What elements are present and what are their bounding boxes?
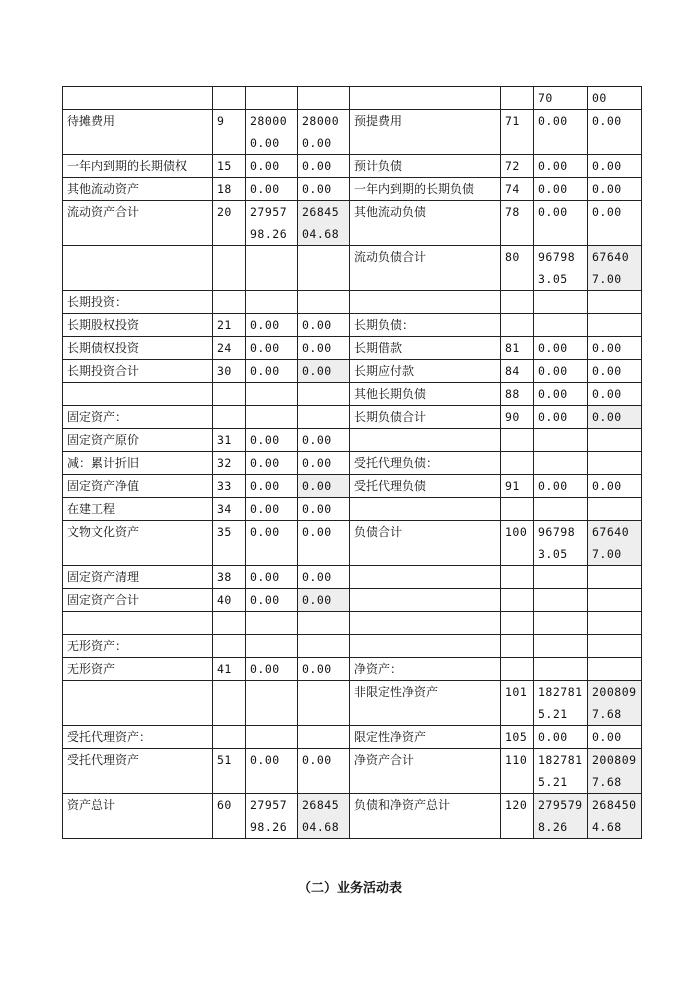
table-cell-liability-year-end: 2795798.26 bbox=[534, 794, 588, 839]
table-cell-liability-line: 105 bbox=[501, 726, 534, 749]
table-cell-asset-item bbox=[63, 681, 213, 726]
table-cell-asset-line bbox=[213, 726, 246, 749]
table-cell-liability-year-end: 0.00 bbox=[534, 178, 588, 201]
table-cell-asset-item: 受托代理资产 bbox=[63, 749, 213, 794]
table-cell-liability-year-begin bbox=[588, 566, 642, 589]
table-cell-asset-year-begin: 0.00 bbox=[298, 475, 350, 498]
table-cell-asset-item: 流动资产合计 bbox=[63, 201, 213, 246]
table-cell-asset-item: 在建工程 bbox=[63, 498, 213, 521]
table-cell-liability-year-begin: 0.00 bbox=[588, 201, 642, 246]
table-cell-liability-year-begin: 0.00 bbox=[588, 155, 642, 178]
balance-sheet-table bbox=[62, 86, 642, 839]
table-cell-asset-year-begin: 0.00 bbox=[298, 589, 350, 612]
table-cell-asset-year-begin bbox=[298, 681, 350, 726]
table-cell-asset-item bbox=[63, 246, 213, 291]
table-cell-liability-year-begin: 0.00 bbox=[588, 110, 642, 155]
table-row bbox=[63, 406, 642, 429]
table-cell-asset-line: 32 bbox=[213, 452, 246, 475]
table-cell-asset-line bbox=[213, 635, 246, 658]
table-row bbox=[63, 566, 642, 589]
table-cell-asset-year-end: 0.00 bbox=[246, 360, 298, 383]
table-cell-asset-year-begin: 0.00 bbox=[298, 178, 350, 201]
table-cell-liability-year-begin: 0.00 bbox=[588, 178, 642, 201]
table-row bbox=[63, 155, 642, 178]
table-cell-asset-item: 无形资产： bbox=[63, 635, 213, 658]
table-row bbox=[63, 87, 642, 110]
table-cell-asset-item: 减：累计折旧 bbox=[63, 452, 213, 475]
table-cell-liability-item bbox=[350, 589, 501, 612]
table-cell-asset-line: 30 bbox=[213, 360, 246, 383]
table-cell-liability-item: 长期应付款 bbox=[350, 360, 501, 383]
table-cell-liability-item: 非限定性净资产 bbox=[350, 681, 501, 726]
table-cell-liability-year-end: 70 bbox=[534, 87, 588, 110]
table-cell-asset-year-end: 0.00 bbox=[246, 475, 298, 498]
table-cell-asset-year-begin: 0.00 bbox=[298, 155, 350, 178]
table-cell-liability-item: 其他流动负债 bbox=[350, 201, 501, 246]
table-cell-liability-line: 100 bbox=[501, 521, 534, 566]
table-cell-asset-item: 长期股权投资 bbox=[63, 314, 213, 337]
table-row bbox=[63, 110, 642, 155]
table-cell-liability-line bbox=[501, 314, 534, 337]
table-cell-liability-item: 负债和净资产总计 bbox=[350, 794, 501, 839]
table-cell-asset-line: 35 bbox=[213, 521, 246, 566]
table-cell-asset-item: 长期债权投资 bbox=[63, 337, 213, 360]
table-cell-asset-year-begin: 0.00 bbox=[298, 360, 350, 383]
table-cell-liability-year-end: 967983.05 bbox=[534, 246, 588, 291]
table-cell-asset-item: 文物文化资产 bbox=[63, 521, 213, 566]
table-cell-asset-year-end: 2795798.26 bbox=[246, 794, 298, 839]
table-cell-asset-line: 24 bbox=[213, 337, 246, 360]
table-cell-asset-line: 31 bbox=[213, 429, 246, 452]
table-cell-liability-line: 74 bbox=[501, 178, 534, 201]
table-cell-liability-year-begin bbox=[588, 429, 642, 452]
table-cell-liability-year-end: 0.00 bbox=[534, 201, 588, 246]
table-cell-asset-line bbox=[213, 383, 246, 406]
table-row bbox=[63, 589, 642, 612]
table-cell-liability-year-end: 0.00 bbox=[534, 360, 588, 383]
table-row bbox=[63, 658, 642, 681]
table-cell-asset-item: 固定资产清理 bbox=[63, 566, 213, 589]
table-cell-asset-year-end: 0.00 bbox=[246, 749, 298, 794]
table-cell-asset-year-begin: 0.00 bbox=[298, 452, 350, 475]
table-cell-liability-year-begin: 2008097.68 bbox=[588, 749, 642, 794]
table-cell-asset-year-begin: 0.00 bbox=[298, 314, 350, 337]
table-cell-asset-year-end: 0.00 bbox=[246, 589, 298, 612]
table-cell-liability-year-end: 0.00 bbox=[534, 475, 588, 498]
table-cell-asset-year-end bbox=[246, 406, 298, 429]
table-row bbox=[63, 360, 642, 383]
table-row bbox=[63, 429, 642, 452]
table-cell-asset-item: 长期投资合计 bbox=[63, 360, 213, 383]
table-cell-asset-line: 20 bbox=[213, 201, 246, 246]
table-cell-liability-line: 110 bbox=[501, 749, 534, 794]
table-cell-liability-item: 净资产合计 bbox=[350, 749, 501, 794]
table-cell-liability-line bbox=[501, 87, 534, 110]
table-cell-asset-year-end: 0.00 bbox=[246, 498, 298, 521]
table-cell-asset-year-begin: 2684504.68 bbox=[298, 201, 350, 246]
table-row bbox=[63, 246, 642, 291]
table-cell-liability-year-end bbox=[534, 429, 588, 452]
table-cell-asset-year-end: 0.00 bbox=[246, 658, 298, 681]
table-cell-liability-year-end bbox=[534, 566, 588, 589]
table-cell-liability-item: 受托代理负债 bbox=[350, 475, 501, 498]
table-cell-asset-year-begin bbox=[298, 406, 350, 429]
table-cell-asset-year-begin bbox=[298, 246, 350, 291]
table-cell-asset-year-begin bbox=[298, 612, 350, 635]
table-cell-liability-line bbox=[501, 452, 534, 475]
table-cell-liability-item: 受托代理负债： bbox=[350, 452, 501, 475]
table-cell-asset-item: 固定资产原价 bbox=[63, 429, 213, 452]
table-cell-asset-year-end: 0.00 bbox=[246, 566, 298, 589]
table-cell-liability-year-end bbox=[534, 658, 588, 681]
table-cell-asset-item bbox=[63, 612, 213, 635]
table-cell-asset-year-end bbox=[246, 681, 298, 726]
table-cell-asset-year-begin: 2684504.68 bbox=[298, 794, 350, 839]
table-cell-asset-year-end bbox=[246, 383, 298, 406]
table-cell-asset-year-end bbox=[246, 87, 298, 110]
table-cell-asset-line bbox=[213, 612, 246, 635]
table-row bbox=[63, 337, 642, 360]
table-cell-asset-line bbox=[213, 87, 246, 110]
table-cell-asset-item: 无形资产 bbox=[63, 658, 213, 681]
table-cell-asset-year-end: 0.00 bbox=[246, 155, 298, 178]
table-cell-liability-line: 101 bbox=[501, 681, 534, 726]
table-row bbox=[63, 291, 642, 314]
table-cell-liability-year-end bbox=[534, 498, 588, 521]
table-cell-liability-line: 71 bbox=[501, 110, 534, 155]
table-cell-liability-item: 预提费用 bbox=[350, 110, 501, 155]
table-cell-liability-year-begin bbox=[588, 291, 642, 314]
table-cell-asset-item bbox=[63, 383, 213, 406]
table-cell-liability-item: 流动负债合计 bbox=[350, 246, 501, 291]
table-cell-liability-year-end: 967983.05 bbox=[534, 521, 588, 566]
table-cell-asset-year-end: 0.00 bbox=[246, 314, 298, 337]
table-cell-liability-year-end bbox=[534, 589, 588, 612]
table-cell-liability-item bbox=[350, 612, 501, 635]
table-cell-liability-year-end: 0.00 bbox=[534, 155, 588, 178]
table-cell-liability-line: 80 bbox=[501, 246, 534, 291]
table-cell-asset-line bbox=[213, 681, 246, 726]
table-cell-liability-year-begin: 2008097.68 bbox=[588, 681, 642, 726]
table-cell-liability-item: 预计负债 bbox=[350, 155, 501, 178]
table-cell-asset-year-begin bbox=[298, 87, 350, 110]
table-cell-asset-year-end bbox=[246, 291, 298, 314]
table-cell-asset-year-begin: 0.00 bbox=[298, 749, 350, 794]
table-cell-liability-item bbox=[350, 291, 501, 314]
table-cell-liability-year-end bbox=[534, 635, 588, 658]
table-cell-asset-year-begin: 0.00 bbox=[298, 498, 350, 521]
table-cell-liability-year-begin bbox=[588, 498, 642, 521]
table-cell-asset-line: 38 bbox=[213, 566, 246, 589]
table-cell-asset-item: 待摊费用 bbox=[63, 110, 213, 155]
table-row bbox=[63, 635, 642, 658]
table-row bbox=[63, 498, 642, 521]
table-cell-asset-year-end: 0.00 bbox=[246, 178, 298, 201]
table-cell-asset-line: 9 bbox=[213, 110, 246, 155]
table-cell-asset-line: 18 bbox=[213, 178, 246, 201]
table-cell-asset-line bbox=[213, 246, 246, 291]
table-cell-liability-year-begin bbox=[588, 635, 642, 658]
table-cell-liability-item: 净资产： bbox=[350, 658, 501, 681]
table-cell-asset-year-begin bbox=[298, 291, 350, 314]
table-cell-liability-item bbox=[350, 635, 501, 658]
table-row bbox=[63, 178, 642, 201]
table-cell-asset-line: 21 bbox=[213, 314, 246, 337]
table-cell-asset-line: 60 bbox=[213, 794, 246, 839]
table-cell-asset-year-end: 0.00 bbox=[246, 429, 298, 452]
table-row bbox=[63, 475, 642, 498]
table-cell-liability-line: 91 bbox=[501, 475, 534, 498]
table-cell-liability-year-end bbox=[534, 612, 588, 635]
table-cell-liability-item: 长期负债合计 bbox=[350, 406, 501, 429]
table-cell-liability-item bbox=[350, 566, 501, 589]
table-row bbox=[63, 521, 642, 566]
table-cell-liability-year-begin bbox=[588, 314, 642, 337]
table-row bbox=[63, 452, 642, 475]
table-cell-asset-year-begin: 0.00 bbox=[298, 521, 350, 566]
table-row bbox=[63, 612, 642, 635]
table-cell-liability-year-begin: 676407.00 bbox=[588, 246, 642, 291]
table-cell-liability-year-begin: 0.00 bbox=[588, 406, 642, 429]
table-cell-liability-year-begin: 00 bbox=[588, 87, 642, 110]
table-cell-liability-year-end: 0.00 bbox=[534, 337, 588, 360]
table-cell-liability-year-begin bbox=[588, 658, 642, 681]
table-cell-asset-year-begin bbox=[298, 383, 350, 406]
table-cell-asset-year-begin bbox=[298, 726, 350, 749]
table-cell-liability-year-begin: 0.00 bbox=[588, 383, 642, 406]
table-cell-asset-item: 固定资产： bbox=[63, 406, 213, 429]
table-cell-liability-line bbox=[501, 566, 534, 589]
table-row bbox=[63, 726, 642, 749]
table-cell-liability-item: 长期借款 bbox=[350, 337, 501, 360]
table-cell-asset-line: 15 bbox=[213, 155, 246, 178]
table-cell-liability-year-begin bbox=[588, 452, 642, 475]
table-row bbox=[63, 794, 642, 839]
table-cell-asset-item bbox=[63, 87, 213, 110]
table-cell-liability-year-begin: 0.00 bbox=[588, 360, 642, 383]
table-cell-liability-line: 84 bbox=[501, 360, 534, 383]
table-cell-liability-line: 88 bbox=[501, 383, 534, 406]
table-cell-liability-line bbox=[501, 658, 534, 681]
table-row bbox=[63, 201, 642, 246]
table-cell-asset-item: 固定资产合计 bbox=[63, 589, 213, 612]
table-cell-liability-year-end bbox=[534, 291, 588, 314]
section-title: （二）业务活动表 bbox=[297, 881, 402, 896]
table-cell-liability-item bbox=[350, 87, 501, 110]
table-cell-asset-line: 34 bbox=[213, 498, 246, 521]
table-row bbox=[63, 383, 642, 406]
table-cell-liability-line: 90 bbox=[501, 406, 534, 429]
table-cell-liability-year-begin: 0.00 bbox=[588, 726, 642, 749]
table-cell-asset-item: 其他流动资产 bbox=[63, 178, 213, 201]
table-cell-asset-year-end: 0.00 bbox=[246, 521, 298, 566]
table-cell-liability-year-begin: 0.00 bbox=[588, 475, 642, 498]
table-cell-asset-line: 51 bbox=[213, 749, 246, 794]
table-cell-liability-line bbox=[501, 429, 534, 452]
table-cell-asset-year-begin: 280000.00 bbox=[298, 110, 350, 155]
table-cell-asset-year-begin: 0.00 bbox=[298, 337, 350, 360]
table-cell-liability-item bbox=[350, 429, 501, 452]
table-cell-liability-item: 负债合计 bbox=[350, 521, 501, 566]
table-cell-liability-year-end: 0.00 bbox=[534, 406, 588, 429]
table-cell-asset-line bbox=[213, 406, 246, 429]
table-cell-asset-line bbox=[213, 291, 246, 314]
table-cell-asset-year-end bbox=[246, 635, 298, 658]
table-cell-liability-item: 限定性净资产 bbox=[350, 726, 501, 749]
table-cell-liability-year-end: 0.00 bbox=[534, 726, 588, 749]
table-row bbox=[63, 749, 642, 794]
table-cell-asset-year-end bbox=[246, 726, 298, 749]
table-row bbox=[63, 681, 642, 726]
table-row bbox=[63, 314, 642, 337]
table-cell-liability-year-begin bbox=[588, 589, 642, 612]
table-cell-liability-line: 120 bbox=[501, 794, 534, 839]
table-cell-asset-year-end: 0.00 bbox=[246, 452, 298, 475]
table-cell-liability-item: 其他长期负债 bbox=[350, 383, 501, 406]
table-cell-liability-year-begin: 676407.00 bbox=[588, 521, 642, 566]
table-cell-liability-year-begin: 2684504.68 bbox=[588, 794, 642, 839]
table-cell-liability-year-end bbox=[534, 314, 588, 337]
table-cell-liability-line bbox=[501, 635, 534, 658]
table-cell-liability-line bbox=[501, 612, 534, 635]
table-cell-asset-year-begin bbox=[298, 635, 350, 658]
table-cell-liability-item bbox=[350, 498, 501, 521]
table-cell-asset-item: 长期投资： bbox=[63, 291, 213, 314]
table-cell-asset-year-end: 280000.00 bbox=[246, 110, 298, 155]
table-cell-asset-line: 41 bbox=[213, 658, 246, 681]
table-cell-asset-line: 40 bbox=[213, 589, 246, 612]
table-cell-asset-year-begin: 0.00 bbox=[298, 566, 350, 589]
table-cell-liability-year-end: 1827815.21 bbox=[534, 749, 588, 794]
table-cell-liability-item: 长期负债： bbox=[350, 314, 501, 337]
table-cell-liability-year-end: 0.00 bbox=[534, 110, 588, 155]
table-cell-asset-year-begin: 0.00 bbox=[298, 429, 350, 452]
table-cell-asset-item: 固定资产净值 bbox=[63, 475, 213, 498]
table-cell-asset-item: 受托代理资产： bbox=[63, 726, 213, 749]
table-cell-asset-year-begin: 0.00 bbox=[298, 658, 350, 681]
table-cell-asset-line: 33 bbox=[213, 475, 246, 498]
table-cell-asset-item: 资产总计 bbox=[63, 794, 213, 839]
table-cell-asset-year-end bbox=[246, 246, 298, 291]
table-cell-liability-year-end bbox=[534, 452, 588, 475]
table-cell-liability-item: 一年内到期的长期负债 bbox=[350, 178, 501, 201]
table-cell-liability-year-begin bbox=[588, 612, 642, 635]
table-cell-liability-line bbox=[501, 589, 534, 612]
table-cell-liability-line: 72 bbox=[501, 155, 534, 178]
table-cell-asset-year-end bbox=[246, 612, 298, 635]
table-cell-liability-line bbox=[501, 498, 534, 521]
table-cell-liability-line: 78 bbox=[501, 201, 534, 246]
table-cell-asset-year-end: 0.00 bbox=[246, 337, 298, 360]
table-cell-liability-year-begin: 0.00 bbox=[588, 337, 642, 360]
table-cell-liability-line: 81 bbox=[501, 337, 534, 360]
table-cell-asset-item: 一年内到期的长期债权 bbox=[63, 155, 213, 178]
table-cell-liability-year-end: 0.00 bbox=[534, 383, 588, 406]
table-cell-liability-line bbox=[501, 291, 534, 314]
table-cell-asset-year-end: 2795798.26 bbox=[246, 201, 298, 246]
table-cell-liability-year-end: 1827815.21 bbox=[534, 681, 588, 726]
